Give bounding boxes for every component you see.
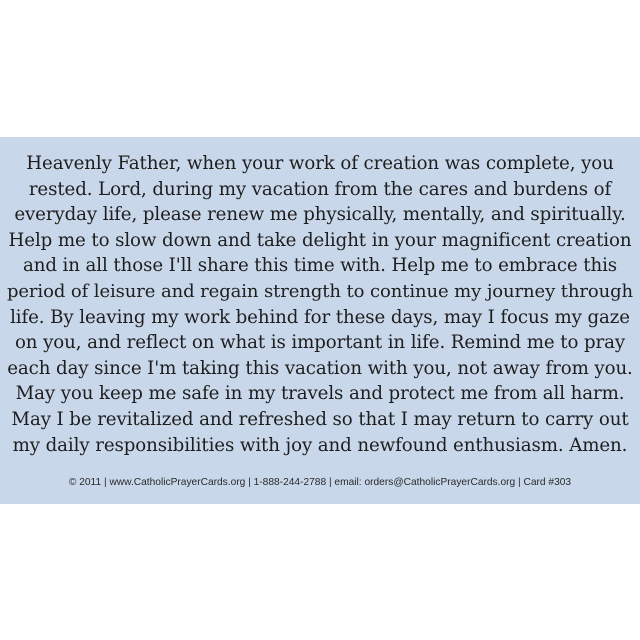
prayer-line: rested. Lord, during my vacation from the cares and burdens of bbox=[28, 178, 612, 200]
prayer-line: May I be revitalized and refreshed so that I may return to carry out bbox=[11, 408, 629, 430]
prayer-line: each day since I'm taking this vacation with you, not away from you. bbox=[7, 357, 633, 379]
prayer-line: May you keep me safe in my travels and protect me from all harm. bbox=[15, 383, 625, 405]
prayer-line: Heavenly Father, when your work of creation was complete, you bbox=[26, 153, 614, 174]
prayer-line: on you, and reflect on what is important in life. Remind me to pray bbox=[14, 332, 626, 354]
prayer-line: everyday life, please renew me physically, mentally, and spiritually. bbox=[14, 204, 626, 226]
prayer-line: and in all those I'll share this time with. Help me to embrace this bbox=[22, 255, 618, 277]
card-footer: © 2011 | www.CatholicPrayerCards.org | 1-888-244-2788 | email: orders@CatholicPrayerCards.org | Card #303 bbox=[68, 477, 572, 488]
prayer-line: my daily responsibilities with joy and newfound enthusiasm. Amen. bbox=[12, 434, 628, 456]
prayer-line: life. By leaving my work behind for these days, may I focus my gaze bbox=[10, 306, 630, 328]
prayer-line: Help me to slow down and take delight in your magnificent creation bbox=[8, 229, 632, 251]
prayer-card bbox=[0, 137, 640, 504]
prayer-text bbox=[6, 151, 634, 458]
prayer-line: period of leisure and regain strength to continue my journey through bbox=[6, 280, 634, 302]
